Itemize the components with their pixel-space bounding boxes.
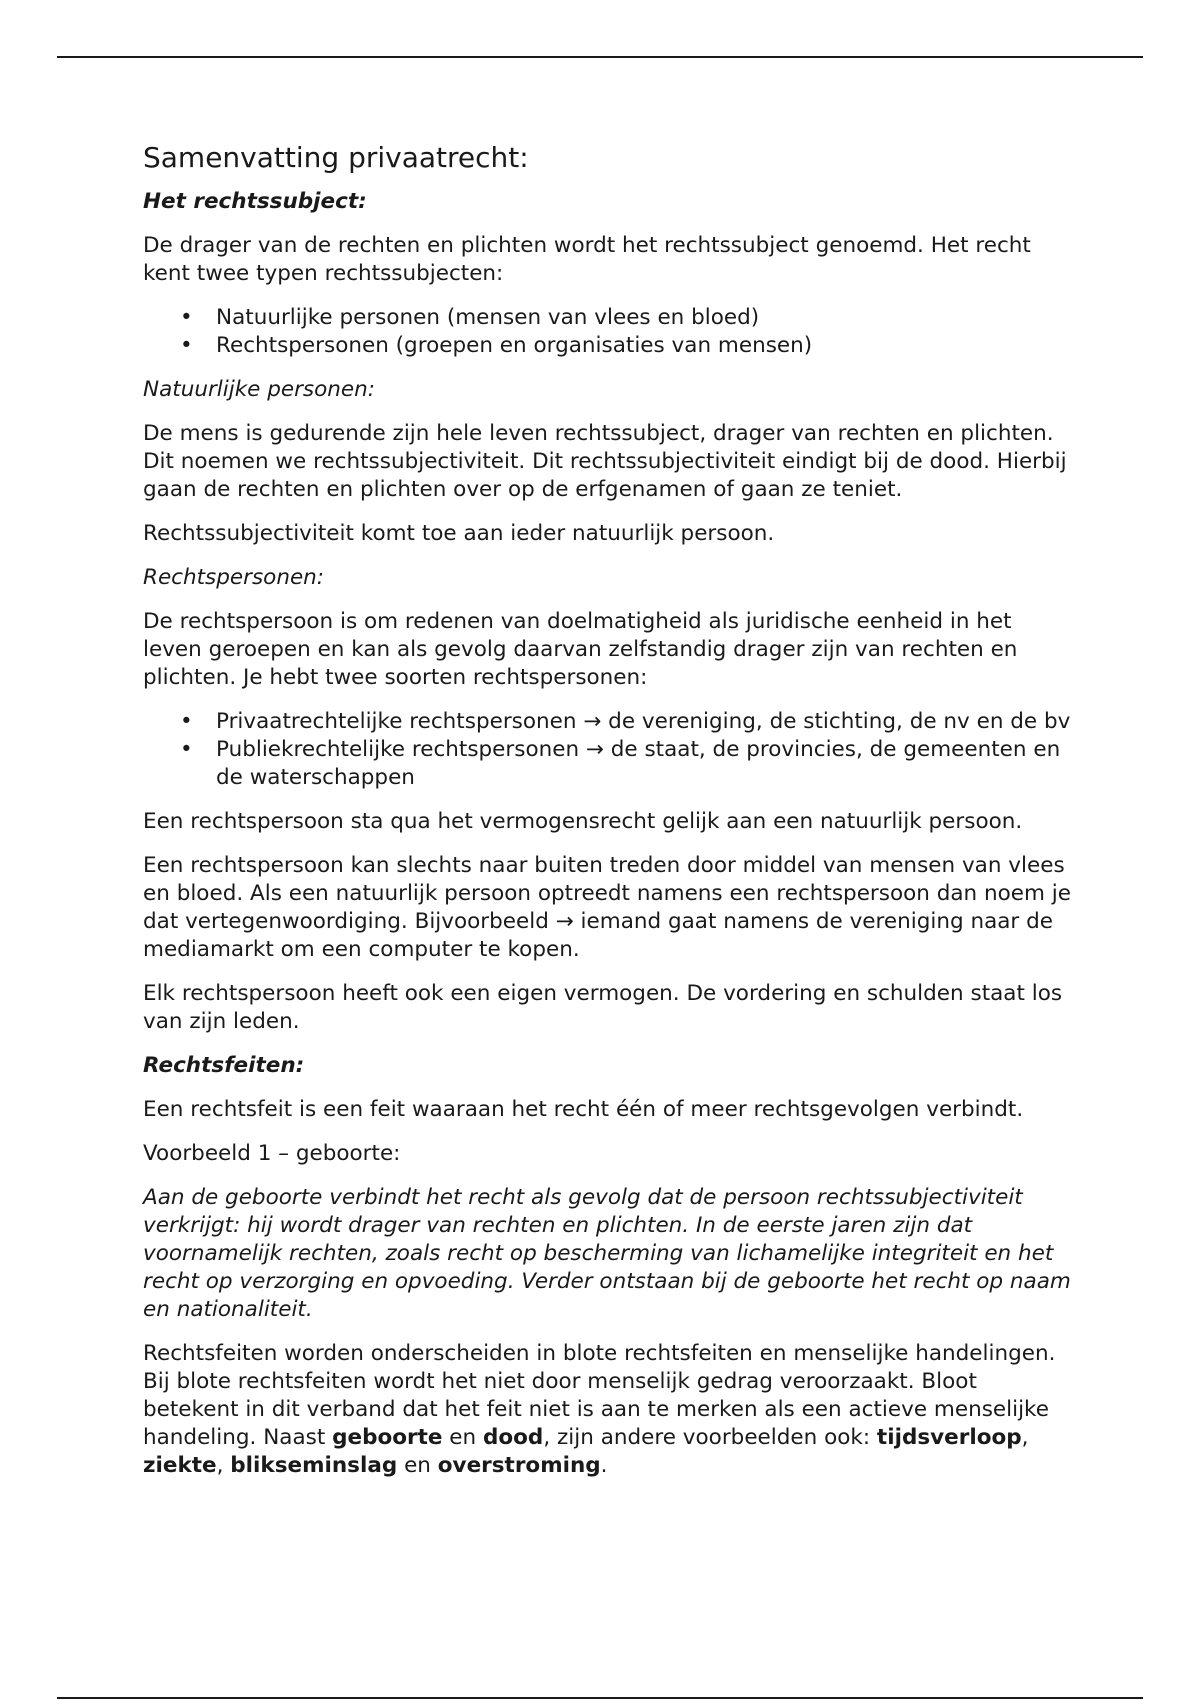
paragraph-rechtspersonen-4: Elk rechtspersoon heeft ook een eigen vermogen. De vordering en schulden staat los van zijn leden. <box>143 981 1063 1034</box>
subheading-rechtspersonen: Rechtspersonen: <box>143 565 325 590</box>
paragraph-rechtspersonen-3: Een rechtspersoon kan slechts naar buiten treden door middel van mensen van vlees en bloed. Als een natuurlijk persoon optreedt namens een rechtspersoon dan noem je dat vertegenwoordiging. Bijvoorbeeld → iemand gaat namens de vereniging naar de mediamarkt om een computer te kopen. <box>143 853 1071 962</box>
paragraph-rechtspersonen-1: De rechtspersoon is om redenen van doelmatigheid als juridische eenheid in het leven geroepen en kan als gevolg daarvan zelfstandig drager zijn van rechten en plichten. Je hebt twee soorten rechtspersonen: <box>143 609 1018 690</box>
text-run: , <box>216 1453 231 1478</box>
document-title: Samenvatting privaatrecht: <box>143 141 529 174</box>
paragraph-natuurlijk-2: Rechtssubjectiviteit komt toe aan ieder natuurlijk persoon. <box>143 521 775 546</box>
bold-term: ziekte <box>143 1453 217 1478</box>
bullet-icon: • <box>180 333 193 358</box>
list-item <box>143 708 1073 736</box>
list-item <box>143 332 1073 360</box>
bold-term: dood <box>483 1425 544 1450</box>
subheading-natuurlijke-personen: Natuurlijke personen: <box>143 377 376 402</box>
heading-rechtsfeiten: Rechtsfeiten: <box>143 1053 305 1078</box>
list-item-text: Natuurlijke personen (mensen van vlees en bloed) <box>216 305 760 330</box>
paragraph-intro: De drager van de rechten en plichten wordt het rechtssubject genoemd. Het recht kent twee typen rechtssubjecten: <box>143 233 1031 286</box>
bold-term: geboorte <box>332 1425 443 1450</box>
list-item-text: Publiekrechtelijke rechtspersonen → de staat, de provincies, de gemeenten en de waterschappen <box>216 737 1061 790</box>
example-label: Voorbeeld 1 – geboorte: <box>143 1141 401 1166</box>
bullet-icon: • <box>180 305 193 330</box>
paragraph-rechtspersonen-2: Een rechtspersoon sta qua het vermogensrecht gelijk aan een natuurlijk persoon. <box>143 809 1023 834</box>
paragraph-rechtsfeit-definitie: Een rechtsfeit is een feit waaraan het recht één of meer rechtsgevolgen verbindt. <box>143 1097 1024 1122</box>
footer-rule <box>57 1697 1143 1699</box>
header-rule <box>57 56 1143 58</box>
text-run: en <box>442 1425 483 1450</box>
bold-term: tijdsverloop <box>876 1425 1022 1450</box>
list-item-text: Rechtspersonen (groepen en organisaties van mensen) <box>216 333 813 358</box>
list-rechtspersonen <box>143 708 1073 792</box>
text-run: , <box>1021 1425 1029 1450</box>
bold-term: overstroming <box>437 1453 601 1478</box>
text-run: Rechtsfeiten worden onderscheiden in blote rechtsfeiten en menselijke handelingen. Bij blote rechtsfeiten wordt het niet door menselijk gedrag veroorzaakt. Bloot betekent in dit verband dat het feit niet is aan te merken als een actieve menselijke handeling. Naast <box>143 1341 1056 1450</box>
paragraph-rechtsfeiten-onderscheid <box>143 1340 1073 1480</box>
bold-term: blikseminslag <box>230 1453 398 1478</box>
list-rechtssubjecten <box>143 304 1073 360</box>
paragraph-natuurlijk-1: De mens is gedurende zijn hele leven rechtssubject, drager van rechten en plichten. Dit noemen we rechtssubjectiviteit. Dit rechtssubjectiviteit eindigt bij de dood. Hierbij gaan de rechten en plichten over op de erfgenamen of gaan ze teniet. <box>143 421 1067 502</box>
document-body <box>143 140 1073 1496</box>
bullet-icon: • <box>180 709 193 734</box>
list-item <box>143 304 1073 332</box>
list-item <box>143 736 1073 792</box>
text-run: . <box>600 1453 608 1478</box>
example-text: Aan de geboorte verbindt het recht als gevolg dat de persoon rechtssubjectiviteit verkrijgt: hij wordt drager van rechten en plichten. In de eerste jaren zijn dat voornamelijk rechten, zoals recht op bescherming van lichamelijke integriteit en het recht op verzorging en opvoeding. Verder ontstaan bij de geboorte het recht op naam en nationaliteit. <box>143 1185 1071 1322</box>
bullet-icon: • <box>180 737 193 762</box>
list-item-text: Privaatrechtelijke rechtspersonen → de vereniging, de stichting, de nv en de bv <box>216 709 1071 734</box>
text-run: , zijn andere voorbeelden ook: <box>543 1425 877 1450</box>
heading-rechtssubject: Het rechtssubject: <box>143 189 367 214</box>
text-run: en <box>397 1453 438 1478</box>
